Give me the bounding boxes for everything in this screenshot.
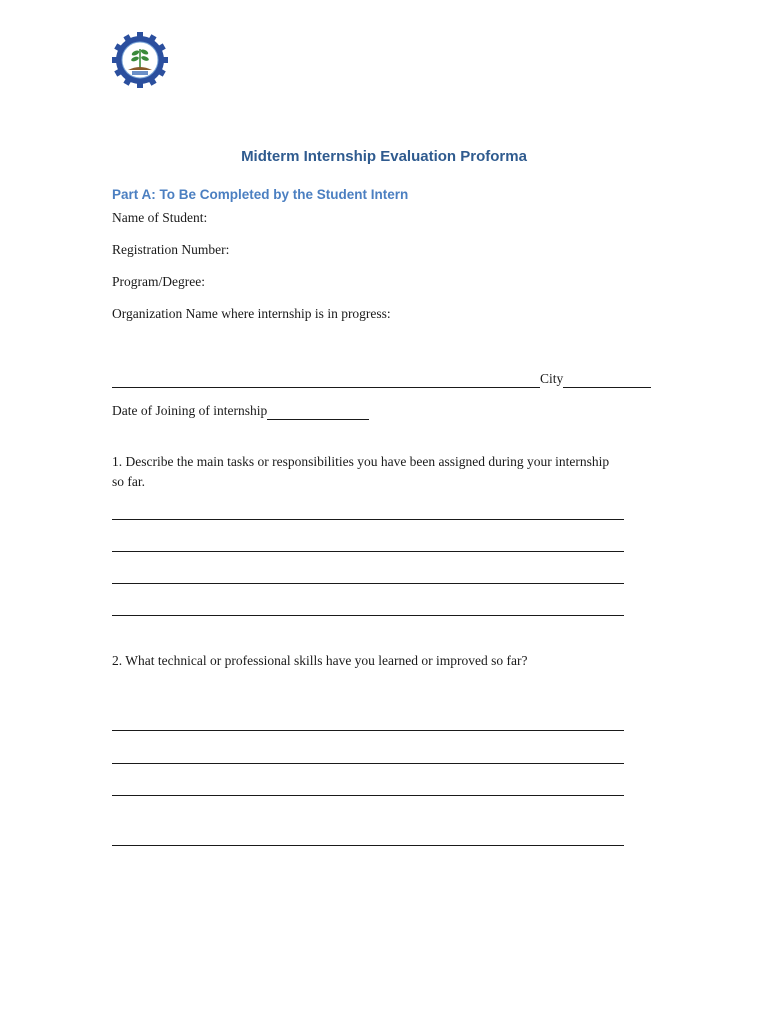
organization-name-line[interactable] — [112, 374, 540, 388]
answer-2-line-2[interactable] — [112, 763, 624, 764]
date-of-joining-line[interactable] — [267, 406, 369, 420]
registration-number-label: Registration Number: — [112, 242, 230, 257]
organization-name-label: Organization Name where internship is in progress: — [112, 306, 391, 321]
part-a-heading: Part A: To Be Completed by the Student Intern — [112, 187, 409, 202]
date-of-joining-label: Date of Joining of internship — [112, 403, 268, 418]
answer-2-line-3[interactable] — [112, 795, 624, 796]
answer-1-line-1[interactable] — [112, 519, 624, 520]
document-title: Midterm Internship Evaluation Proforma — [241, 148, 527, 165]
question-2: 2. What technical or professional skills have you learned or improved so far? — [112, 653, 528, 668]
date-of-joining-row — [112, 402, 369, 420]
city-label: City — [540, 371, 564, 386]
program-degree-label: Program/Degree: — [112, 274, 205, 289]
institution-logo — [111, 31, 169, 89]
answer-2-line-4[interactable] — [112, 845, 624, 846]
question-1: 1. Describe the main tasks or responsibilities you have been assigned during your internship so far. — [112, 454, 610, 489]
answer-1-line-4[interactable] — [112, 615, 624, 616]
answer-2-line-1[interactable] — [112, 730, 624, 731]
organization-city-row — [112, 370, 651, 388]
city-line[interactable] — [563, 374, 651, 388]
answer-1-line-2[interactable] — [112, 551, 624, 552]
answer-1-line-3[interactable] — [112, 583, 624, 584]
student-name-label: Name of Student: — [112, 210, 208, 225]
